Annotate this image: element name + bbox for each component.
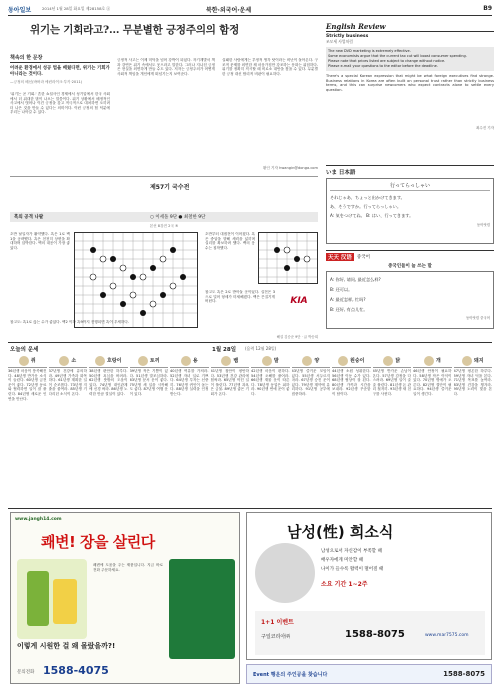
rat-icon <box>19 356 29 366</box>
sign-name: 양 <box>314 358 320 364</box>
english-line-1: The new DVD marketing is extremely effective. <box>328 49 411 53</box>
ad-right-bullet-1: 남성으로서 자신감이 부족할 때 <box>321 549 382 554</box>
horoscope-sign <box>8 354 47 504</box>
english-body: There's a special Korean expression that might be what foreign executives find strange. Business relations in Korea are often built on personal trust rather than strictly business terms, and this can surprise newcomers who expect contracts alone to settle every question. <box>326 74 494 92</box>
horoscope-sign <box>292 354 331 504</box>
horoscope-sign <box>211 354 250 504</box>
ad-left-green-panel <box>169 559 235 659</box>
japanese-box-title: 行ってらっしゃい <box>330 182 490 191</box>
sign-name: 쥐 <box>30 358 36 364</box>
ad-right-offer: 1+1 이벤트 <box>261 619 294 626</box>
article-byline: 황인 기자 hwangin@donga.com <box>262 166 318 170</box>
book-quote: 어려운 환경에서 성공 법을 배웠다면, 위기는 기회가 아니라는 것이다. <box>10 66 110 77</box>
ad-right-phone[interactable]: 1588-8075 <box>345 629 405 640</box>
chinese-header-row <box>326 253 494 261</box>
baduk-top-rule <box>10 176 318 177</box>
japanese-line-3: A: 気をつけてね。 B: はい、行ってきます。 <box>330 213 414 218</box>
product-pack-icon <box>53 579 77 624</box>
ad-right-bullets <box>321 547 485 574</box>
book-label: 책속의 한 문장 <box>10 54 110 63</box>
ad-left[interactable] <box>10 512 240 684</box>
chinese-box-title: 중국인들이 늘 쓰는 말 <box>388 264 432 269</box>
horoscope-date-sub: (음력 12월 28일) <box>245 346 277 351</box>
ad-left-url[interactable]: www.jangh14.com <box>15 517 62 522</box>
rooster-icon <box>383 356 393 366</box>
date-line: 2014년 1월 28일 화요일 제28158호 ⓐ <box>42 6 111 11</box>
dog-icon <box>424 356 434 366</box>
japanese-line-1: それじゃあ、ちょっと出かけてきます。 <box>330 195 405 200</box>
ad-right-company: 구일코리아㈜ <box>261 634 291 640</box>
ad-right-bullet-2: 배우자에게 미안할 때 <box>321 558 363 563</box>
chinese-line-1: A: 你好, 请问, 最近怎么样? <box>330 277 381 282</box>
horoscope-sign <box>89 354 128 504</box>
article-col-3: 실패한 사람에게는 부정적 생각 탓이라는 비난이 돌아온다. 구조적 문제를 외면한 채 마음가짐만 강조하는 문화는 위험하다. 위기를 정확히 직시할 때 비로소 대안을 찾을 수 있다. 무분별한 긍정 대신 합리적 비판이 필요하다. <box>222 58 318 76</box>
sign-text: 37년생 건강에 유의하라. 49년생 가족과 화목하다. 61년생 계획한 일이 순조롭다. 73년생 지출을 줄여라. 85년생 기다리던 소식이 온다. <box>48 369 87 396</box>
baduk-subtitle: 본선 8강전 2국 ⑤ <box>149 224 179 228</box>
product-image <box>17 559 87 639</box>
ad-left-side-text: 쾌변에 도움을 주는 제품입니다. 지금 바로 전화 주문하세요. <box>93 563 163 572</box>
snake-icon <box>221 356 231 366</box>
ad-left-headline: 쾌변! 장을 살린다 <box>41 533 155 551</box>
book-source: —긍정의 배신(바버라 에런라이크·부키·2011) <box>10 80 83 84</box>
horoscope-date: 1월 28일 <box>212 347 237 353</box>
horoscope-sign <box>49 354 88 504</box>
sign-name: 소 <box>71 358 77 364</box>
tiger-icon <box>95 356 105 366</box>
baduk-bar-label: 흑의 공격 나팔 <box>14 215 44 220</box>
sheep-icon <box>302 356 312 366</box>
english-title: English Review <box>326 22 494 32</box>
go-board-grid <box>75 233 197 327</box>
chinese-box <box>326 271 494 329</box>
sign-text: 46년생 안정이 필요하다. 58년생 작은 이익이 있다. 70년생 명예가 오른다. 82년생 결단이 필요하다. 94년생 즐거운 일이 생긴다. <box>413 369 452 396</box>
ad-left-sub: 이렇게 시원한 걸 왜 몰랐을까?! <box>17 642 116 650</box>
english-subtitle: Strictly business <box>326 34 369 39</box>
ad-right-headline: 남성(性) 희소식 <box>287 523 394 541</box>
ox-icon <box>59 356 69 366</box>
sign-name: 뱀 <box>233 358 239 364</box>
footer-ad-phone[interactable]: 1588-8075 <box>443 670 485 678</box>
sign-text: 44년생 소원 성취한다. 56년생 이동 수가 있다. 68년생 협상이 잘 된다. 80년생 가족과 시간을 보내라. 92년생 꾸준함이 답이다. <box>332 369 371 396</box>
baduk-players: ○ 이세돌 9단 ● 최철한 9단 <box>150 215 206 220</box>
article-col-1: '위기는 곧 기회.' 흔한 쇼셜사인 경제에서 성기업에서 한국 사회에서 더 위대한 많이 나오는 말씀이다. 위기 상황에서 배정적인 사고에서 벗어나 이건 긍정을 갖고 적극적으로 대처하면 오히려 더 나은 것을 만들 수 있다는 의미이다. 이런 긍정의 힘 덕분에 우리는 나아갈 수 있다. <box>10 92 110 115</box>
baduk-bar <box>10 212 318 222</box>
sign-name: 토끼 <box>149 358 160 364</box>
japanese-box <box>326 178 494 244</box>
ad-right-url[interactable]: www.mar7575.com <box>425 633 469 638</box>
sign-text: 36년생 마음이 풍족해진다. 48년생 반가운 소식이 들린다. 60년생 금전 운이 좋다. 72년생 동료와 협력하면 일이 잘 풀린다. 84년생 새로운 인연을 만난다. <box>8 369 47 401</box>
chinese-header-sub: 중국어 <box>356 255 370 260</box>
english-byline: 최수진 기자 <box>475 126 494 130</box>
sign-text: 43년생 즐거운 모임이 있다. 55년생 서두르지 마라. 67년생 승진 운이 있다. 79년생 계약에 유리하다. 91년생 공부에 집중하라. <box>291 369 330 396</box>
english-line-2: Some economists argue that the current tax cut will boost consumer spending. <box>328 54 467 58</box>
japanese-section <box>326 165 494 247</box>
chinese-line-3: A: 最近怎样, 忙吗? <box>330 297 366 302</box>
chinese-sponsor: 동아닷컴 중국어 <box>465 316 490 320</box>
chinese-section <box>326 250 494 338</box>
horoscope-sign <box>373 354 412 504</box>
article-headline: 위기는 기회라고?… 무분별한 긍정주의의 함정 <box>30 24 240 36</box>
horoscope-title: 오늘의 운세 <box>10 347 39 353</box>
go-board-main <box>74 232 198 328</box>
horoscope-sign <box>130 354 169 504</box>
diagram-caption: 참고도: 흑1로 끊는 수가 좋았다. 백2 이하 흑9까지 진행되면 흑이 우세하다. <box>10 320 129 324</box>
horoscope-sign <box>251 354 290 504</box>
sign-name: 말 <box>273 358 279 364</box>
english-line-3: Please note that prices listed are subject to change without notice. <box>328 59 446 63</box>
japanese-sponsor: 동아닷컴 <box>476 223 490 227</box>
sign-name: 호랑이 <box>107 358 122 364</box>
go-board-reference <box>258 232 318 284</box>
horoscope-sign <box>413 354 452 504</box>
english-line-4: Please e-mail your questions to the editor before the deadline. <box>328 64 438 68</box>
baduk-col-3: 참고도 흑은 2로 받아둘 곳이었다. 실전은 3으로 밀어 형세가 미세해졌다. 백은 끈질기게 버틴다. <box>205 290 275 304</box>
article-col-2: 긍정적 사고는 이제 미덕을 넘어 강박이 되었다. 자기계발서 책과 강연은 위기 속에서도 웃으라고 말한다. 그러나 지나친 긍정은 현실을 외면하게 만들 수도 있다. 저자는 긍정주의가 어떻게 사회적 책임을 개인에게 떠넘기는지 보여준다. <box>117 58 215 76</box>
sign-text: 41년생 집안이 평안하다. 53년생 건강 관리에 힘써라. 65년생 막힌 일이 풀린다. 77년생 과욕은 금물. 89년생 좋은 기회가 온다. <box>210 369 249 396</box>
sign-name: 용 <box>192 358 198 364</box>
page-number: B9 <box>483 5 492 12</box>
sign-text: 39년생 작은 기쁨이 있다. 51년생 말조심하라. 63년생 문서 운이 좋다. 75년생 새 일을 시작해도 좋다. 87년생 여행 운이 있다. <box>129 369 168 396</box>
chinese-line-4: B: 还好, 有点儿忙。 <box>330 307 368 312</box>
ad-right-highlight: 소요 기간 1~2주 <box>321 581 368 588</box>
chinese-line-2: B: 还可以。 <box>330 287 353 292</box>
japanese-line-2: あ、そうですか。行ってらっしゃい。 <box>330 204 402 209</box>
sign-name: 돼지 <box>473 358 484 364</box>
chinese-header: 天天 汉语 <box>328 255 352 261</box>
product-box-icon <box>27 571 49 626</box>
go-board-ref-grid <box>259 233 317 283</box>
horoscope-grid <box>8 354 492 504</box>
english-examples <box>326 47 494 71</box>
english-review <box>326 22 494 162</box>
sign-text: 38년생 편안한 하루다. 50년생 욕심을 버려라. 62년생 뜻밖의 도움이 있다. 74년생 대인관계에 신경 써라. 86년생 노력한 만큼 결실이 있다. <box>89 369 128 396</box>
baduk-col-2: 초반부터 대접전이 이어졌다. 흑은 중앙을 향해 세력을 넓히며 실리를 확보하려 했다. 백의 응수는 침착했다. <box>205 232 255 250</box>
footer-ad-text: Event 행운의 주인공을 찾습니다 <box>253 672 328 678</box>
baduk-credit: 해설 김승준 9단 · 글 박승희 <box>276 335 318 339</box>
product-image <box>255 543 315 603</box>
ad-left-phone[interactable]: 1588-4075 <box>43 664 109 677</box>
baduk-title: 제57기 국수전 <box>150 184 190 191</box>
horse-icon <box>262 356 272 366</box>
sign-name: 닭 <box>395 358 401 364</box>
sign-name: 원숭이 <box>350 358 365 364</box>
sign-name: 개 <box>435 358 441 364</box>
ad-top-rule <box>8 508 492 509</box>
sign-text: 47년생 평온한 하루다. 59년생 자녀 덕을 본다. 71년생 목표를 높여라. 83년생 건강을 챙겨라. 95년생 노력이 빛을 본다. <box>453 369 492 396</box>
sign-text: 40년생 여유를 가져라. 52년생 자녀 일로 기쁘다. 64년생 투자는 신중히. 76년생 귀인이 돕는다. 88년생 실력을 인정받는다. <box>170 369 209 396</box>
rabbit-icon <box>138 356 148 366</box>
baduk-col-1: 초반 날일자가 활약했다. 흑은 1로 백 1을 공략했다. 흑은 천천히 상변을 확대하며 압박한다. 백의 대응이 가장 좋았다. <box>10 232 70 250</box>
dragon-icon <box>181 356 191 366</box>
japanese-header: いま 日本語 <box>326 170 356 176</box>
footer-ad[interactable] <box>246 664 492 684</box>
horoscope-sign <box>454 354 493 504</box>
paper-name: 동아일보 <box>8 7 32 14</box>
horoscope-sign <box>170 354 209 504</box>
horoscope-top-rule <box>8 342 492 343</box>
pig-icon <box>462 356 472 366</box>
ad-right-offer-box <box>255 611 485 655</box>
ad-right[interactable] <box>246 512 492 660</box>
ad-right-bullet-3: 나이가 들수록 활력이 떨어질 때 <box>321 567 384 572</box>
section-title: 북한·외국어·운세 <box>206 7 252 14</box>
ad-left-phone-label: 문의전화 <box>17 670 35 675</box>
sign-text: 45년생 반가운 손님이 온다. 57년생 감정을 다스려라. 69년생 일이 술술 풀린다. 81년생 돈 관리 철저히. 93년생 새 친구를 사귄다. <box>372 369 411 396</box>
horoscope-sign <box>332 354 371 504</box>
kia-logo: KIA <box>290 296 308 306</box>
monkey-icon <box>338 356 348 366</box>
masthead-rule <box>8 15 492 16</box>
english-subtitle-kr: 조모세 사업처럼 <box>326 39 353 44</box>
sign-text: 42년생 마음이 편하다. 54년생 오해를 풀어라. 66년생 재물 운이 따른다. 78년생 동업은 피하라. 90년생 연애 운이 좋다. <box>251 369 290 396</box>
